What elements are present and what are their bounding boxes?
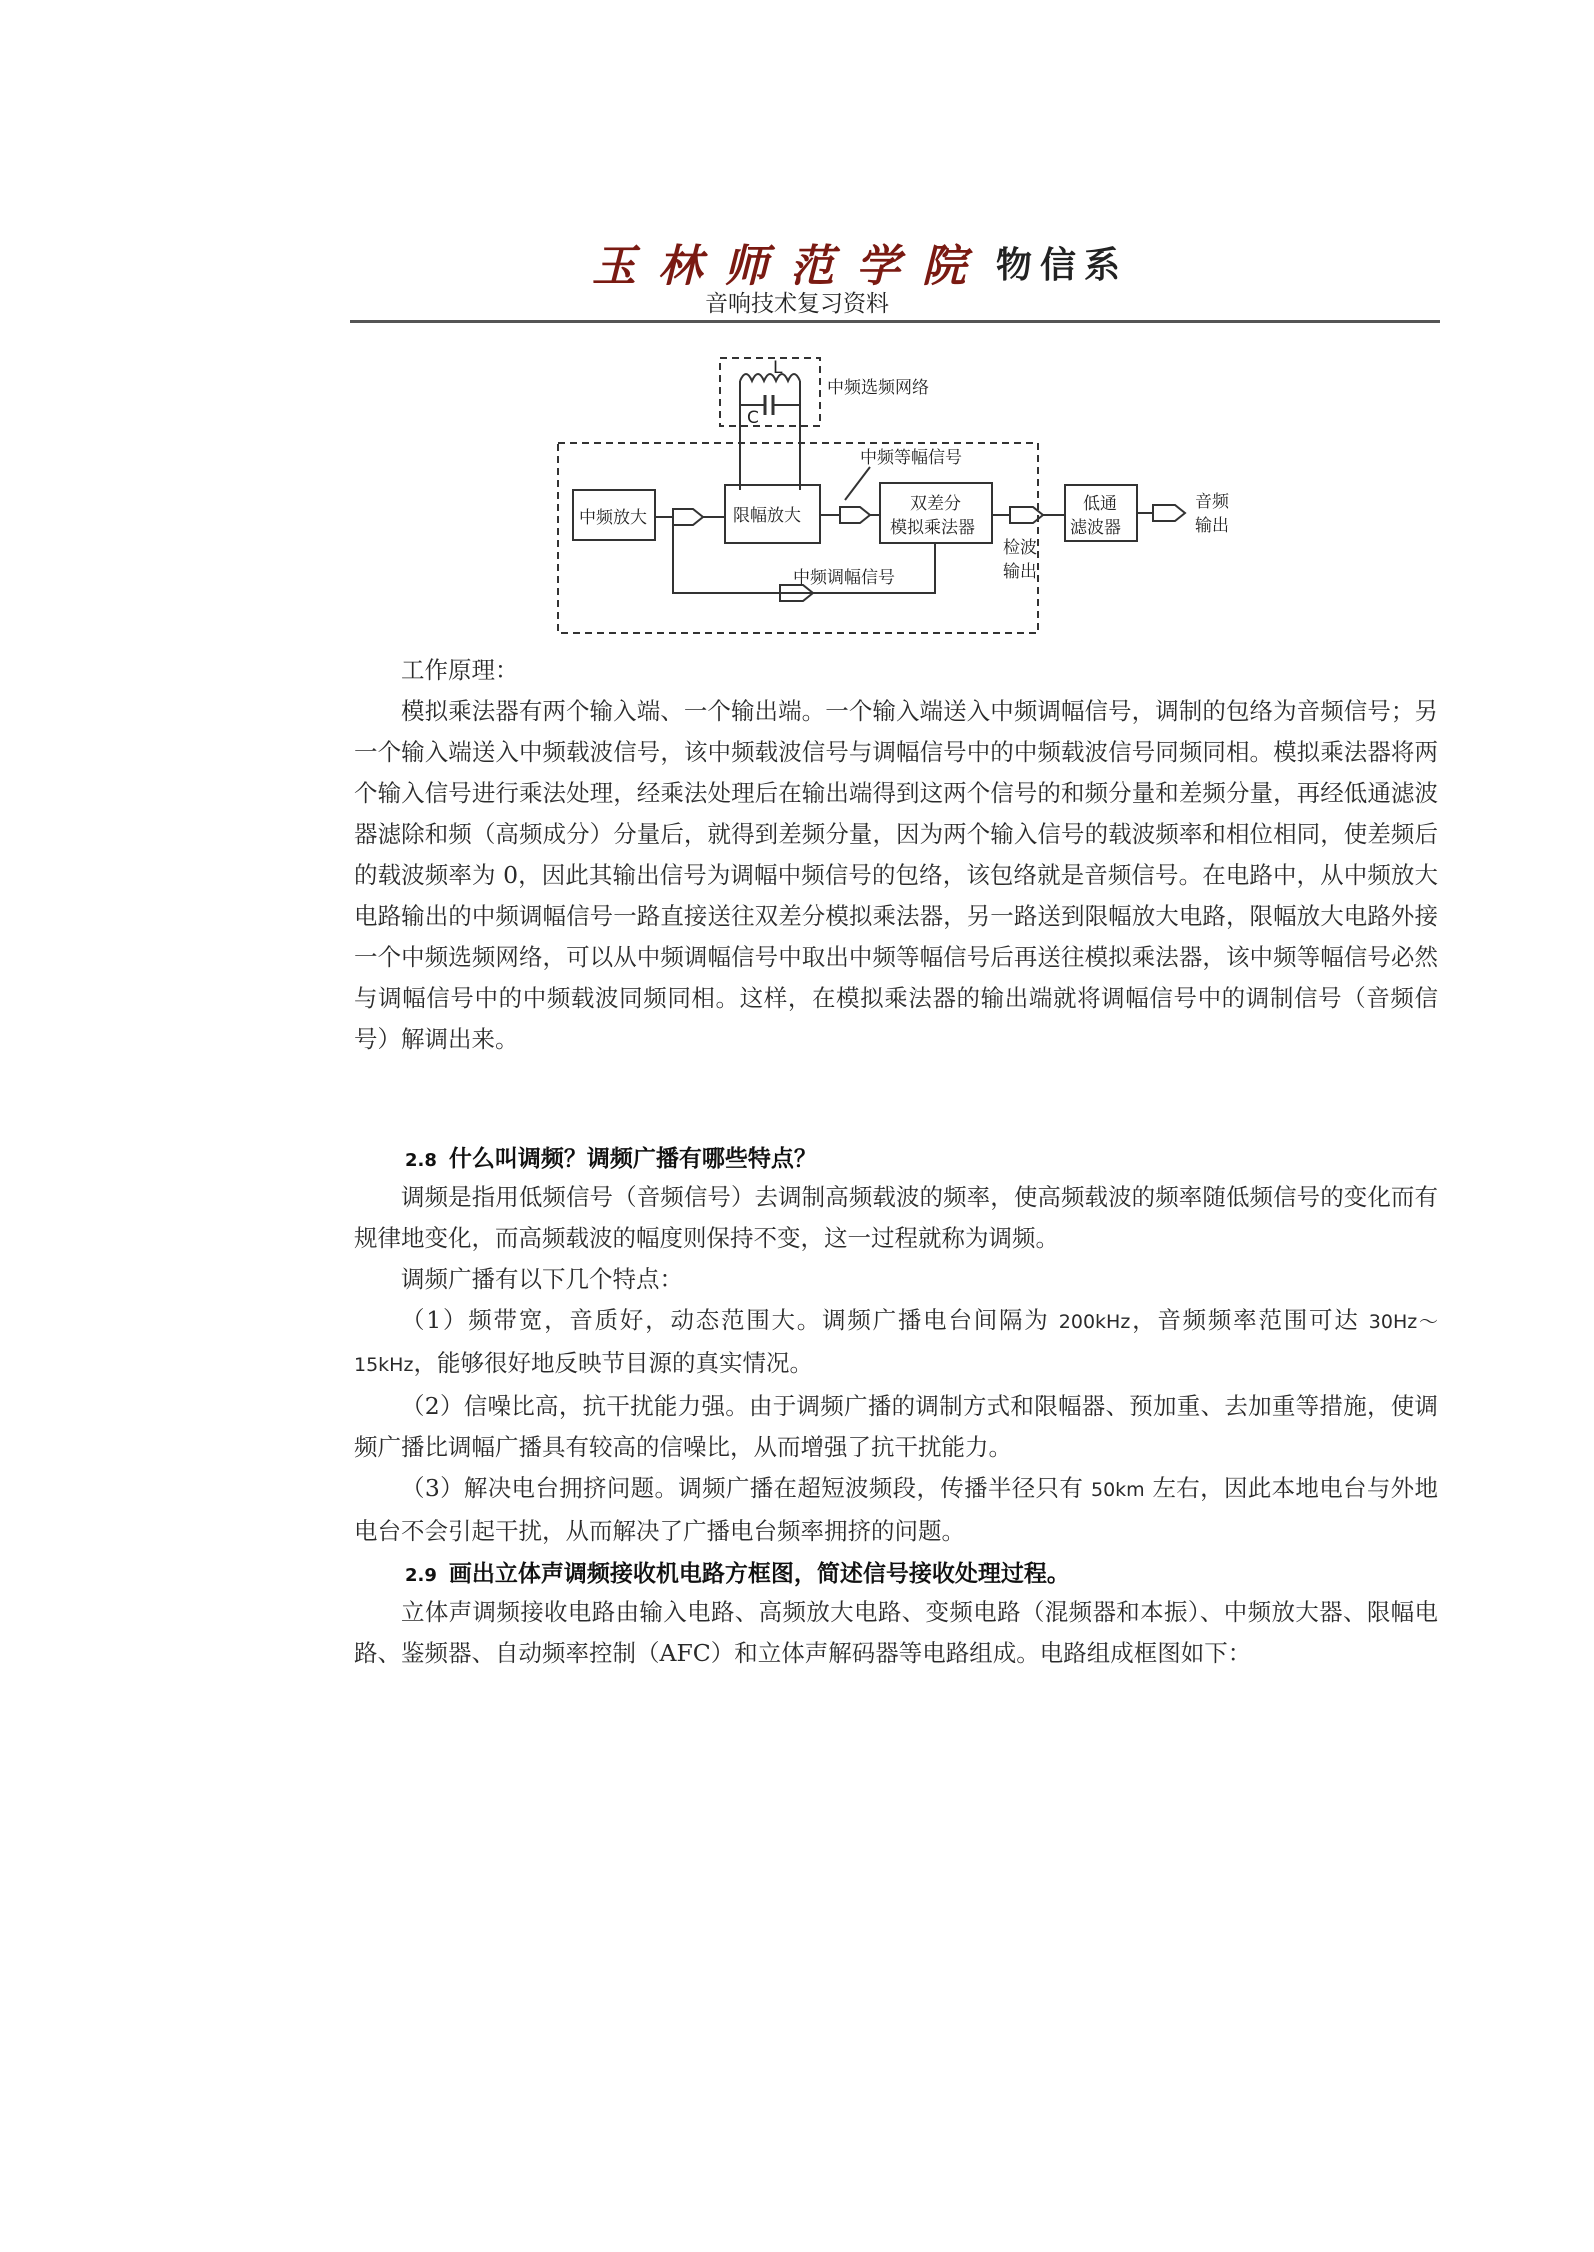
lpf-label-1: 低通 bbox=[1083, 494, 1117, 514]
fm-feature-2: （2）信噪比高，抗干扰能力强。由于调频广播的调制方式和限幅器、预加重、去加重等措施，使调频广播比调幅广播具有较高的信噪比，从而增强了抗干扰能力。 bbox=[354, 1392, 1438, 1461]
inductor-label: L bbox=[773, 358, 783, 378]
fm-feature-3: （3）解决电台拥挤问题。调频广播在超短波频段，传播半径只有 50km 左右，因此本地电台与外地电台不会引起干扰，从而解决了广播电台频率拥挤的问题。 bbox=[354, 1474, 1438, 1545]
detector-label-1: 检波 bbox=[1003, 538, 1037, 558]
output-label-2: 输出 bbox=[1195, 516, 1229, 536]
arrow-mult-to-lpf bbox=[992, 507, 1043, 523]
arrow-limiter-to-mult bbox=[820, 507, 870, 523]
working-principle-title: 工作原理： bbox=[401, 656, 519, 684]
multiplier-label-1: 双差分 bbox=[910, 494, 961, 514]
document-subtitle: 音响技术复习资料 bbox=[705, 291, 889, 317]
arrow-if-to-limiter bbox=[655, 509, 703, 525]
working-principle-body: 模拟乘法器有两个输入端、一个输出端。一个输入端送入中频调幅信号，调制的包络为音频信号；另一个输入端送入中频载波信号，该中频载波信号与调幅信号中的中频载波信号同频同相。模拟乘法器将两个输入信号进行乘法处理，经乘法处理后在输出端得到这两个信号的和频分量和差频分量，再经低通滤波器滤除和频（高频成分）分量后，就得到差频分量，因为两个输入信号的载波频率和相位相同，使差频后的载波频率为 0，因此其输出信号为调幅中频信号的包络，该包络就是音频信号。在电路中，从中频放大电路输出的中频调幅信号一路直接送往双差分模拟乘法器，另一路送到限幅放大电路，限幅放大电路外接一个中频选频网络，可以从中频调幅信号中取出中频等幅信号后再送往模拟乘法器，该中频等幅信号必然与调幅信号中的中频载波同频同相。这样，在模拟乘法器的输出端就将调幅信号中的调制信号（音频信号）解调出来。 bbox=[354, 697, 1438, 1053]
fm-feature-1: （1）频带宽，音质好，动态范围大。调频广播电台间隔为 200kHz，音频频率范围可达 30Hz～15kHz，能够很好地反映节目源的真实情况。 bbox=[354, 1306, 1438, 1377]
heading-2-8-number: 2.8 bbox=[405, 1150, 437, 1171]
heading-2-8-title: 什么叫调频？调频广播有哪些特点？ bbox=[448, 1146, 817, 1172]
section-2-8-body bbox=[354, 1177, 1438, 1552]
demodulator-block-diagram bbox=[555, 355, 1255, 640]
output-label-1: 音频 bbox=[1195, 492, 1229, 512]
inductor-coil bbox=[740, 374, 800, 381]
header-banner bbox=[470, 238, 1250, 292]
section-working-principle bbox=[354, 650, 1438, 1060]
demod-dashed-box bbox=[558, 443, 1038, 633]
eq-amp-signal-label: 中频等幅信号 bbox=[860, 448, 962, 468]
capacitor-label: C bbox=[747, 408, 759, 428]
pointer-eq-amp bbox=[845, 467, 870, 500]
arrow-lpf-to-out bbox=[1137, 505, 1185, 521]
detector-label-2: 输出 bbox=[1003, 562, 1037, 582]
limiter-label: 限幅放大 bbox=[733, 506, 801, 526]
lpf-label-2: 滤波器 bbox=[1070, 518, 1121, 538]
heading-2-9 bbox=[405, 1555, 1070, 1588]
department-name: 物信系 bbox=[995, 243, 1128, 286]
heading-2-8 bbox=[405, 1140, 817, 1173]
section-2-9-body bbox=[354, 1592, 1438, 1674]
lc-network-label: 中频选频网络 bbox=[827, 378, 929, 398]
heading-2-9-title: 画出立体声调频接收机电路方框图，简述信号接收处理过程。 bbox=[448, 1561, 1070, 1587]
header-rule bbox=[350, 320, 1440, 323]
if-amplifier-label: 中频放大 bbox=[579, 508, 647, 528]
school-name: 玉林师范学院 bbox=[591, 241, 988, 292]
fm-definition: 调频是指用低频信号（音频信号）去调制高频载波的频率，使高频载波的频率随低频信号的变化而有规律地变化，而高频载波的幅度则保持不变，这一过程就称为调频。 bbox=[354, 1183, 1438, 1252]
fm-features-intro: 调频广播有以下几个特点： bbox=[401, 1265, 683, 1293]
am-signal-label: 中频调幅信号 bbox=[793, 568, 895, 588]
lc-network-dashed-box bbox=[720, 358, 820, 426]
heading-2-9-number: 2.9 bbox=[405, 1565, 437, 1586]
stereo-fm-receiver-description: 立体声调频接收电路由输入电路、高频放大电路、变频电路（混频器和本振）、中频放大器、限幅电路、鉴频器、自动频率控制（AFC）和立体声解码器等电路组成。电路组成框图如下： bbox=[354, 1598, 1438, 1667]
multiplier-label-2: 模拟乘法器 bbox=[890, 518, 975, 538]
